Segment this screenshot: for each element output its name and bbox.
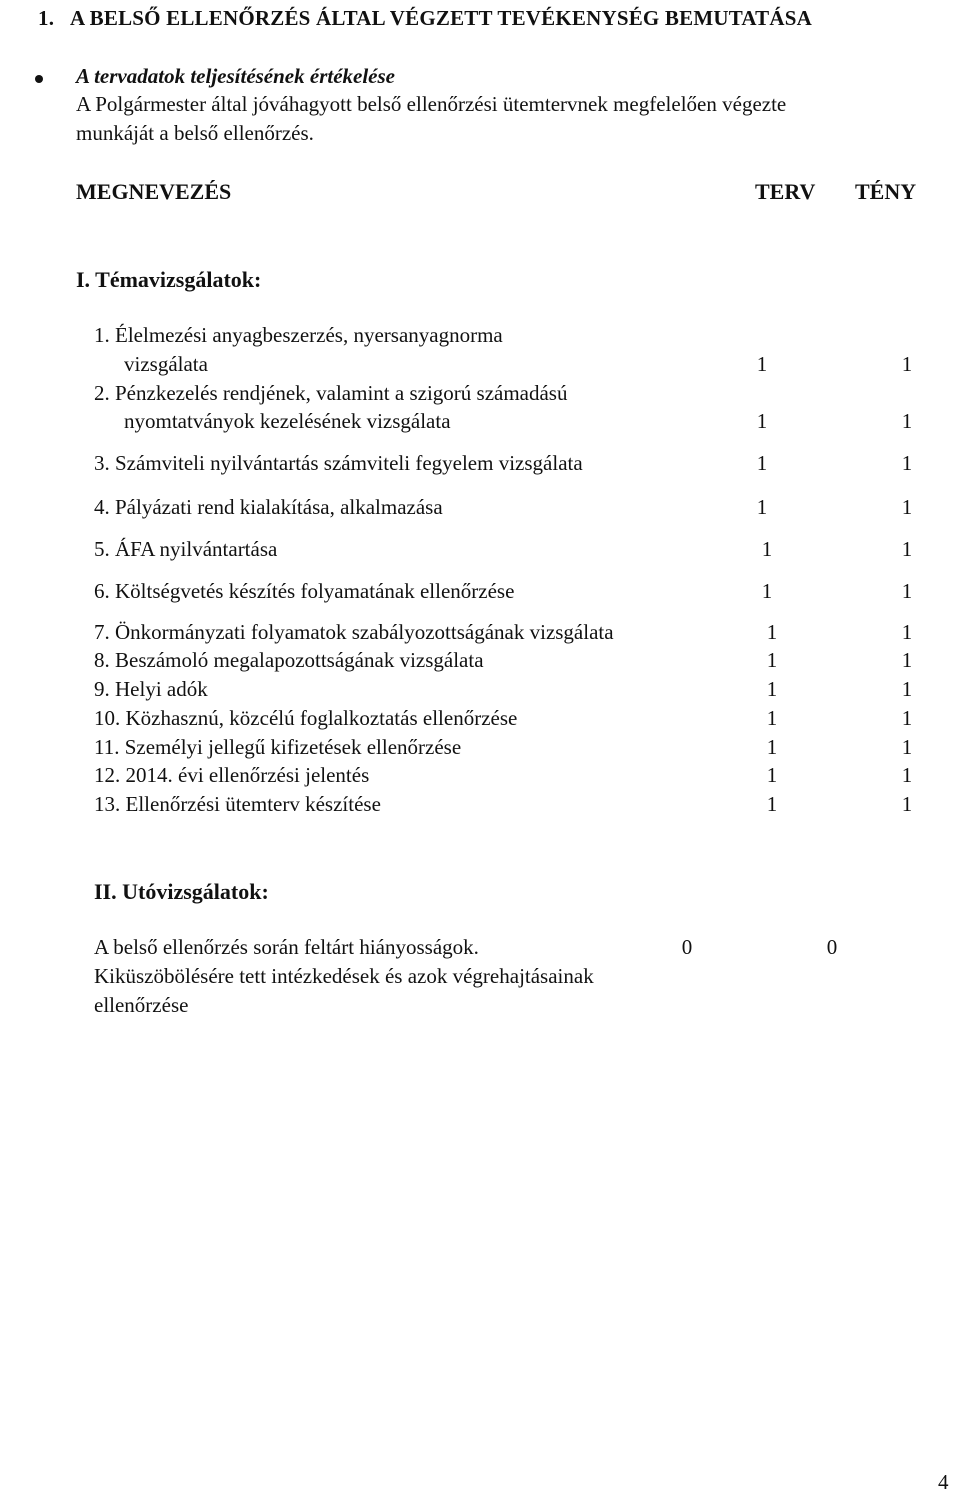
column-header-name: MEGNEVEZÉS <box>76 179 232 204</box>
list-item-line: 3. Számviteli nyilvántartás számviteli fegyelem vizsgálata <box>94 451 583 475</box>
plan-value: 1 <box>756 409 768 433</box>
section-1-title: I. Témavizsgálatok: <box>76 267 262 292</box>
list-item-line: nyomtatványok kezelésének vizsgálata <box>124 409 451 433</box>
actual-value: 1 <box>901 495 913 519</box>
actual-value: 1 <box>901 735 913 759</box>
list-item-line: 1. Élelmezési anyagbeszerzés, nyersanyagnorma <box>94 323 503 347</box>
plan-value: 1 <box>766 735 778 759</box>
chapter-number: 1. <box>38 6 55 30</box>
intro-paragraph-line-1: A Polgármester által jóváhagyott belső ellenőrzési ütemtervnek megfelelően végezte <box>76 92 787 116</box>
actual-value: 1 <box>901 792 913 816</box>
bullet-icon <box>35 75 43 83</box>
plan-value: 1 <box>756 495 768 519</box>
actual-value: 1 <box>901 579 913 603</box>
subsection-title: A tervadatok teljesítésének értékelése <box>76 64 395 88</box>
list-item-line: 10. Közhasznú, közcélú foglalkoztatás ellenőrzése <box>94 706 518 730</box>
plan-value: 0 <box>681 935 693 959</box>
plan-value: 1 <box>766 706 778 730</box>
actual-value: 1 <box>901 763 913 787</box>
actual-value: 1 <box>901 451 913 475</box>
actual-value: 1 <box>901 352 913 376</box>
plan-value: 1 <box>761 579 773 603</box>
plan-value: 1 <box>761 537 773 561</box>
actual-value: 1 <box>901 537 913 561</box>
plan-value: 1 <box>766 648 778 672</box>
list-item-line: 9. Helyi adók <box>94 677 208 701</box>
plan-value: 1 <box>766 763 778 787</box>
plan-value: 1 <box>756 451 768 475</box>
actual-value: 0 <box>826 935 838 959</box>
list-item-line: vizsgálata <box>124 352 208 376</box>
plan-value: 1 <box>756 352 768 376</box>
column-header-actual: TÉNY <box>855 179 917 204</box>
section-2-title: II. Utóvizsgálatok: <box>94 879 269 904</box>
list-item-line: 11. Személyi jellegű kifizetések ellenőrzése <box>94 735 462 759</box>
column-header-plan: TERV <box>755 179 816 204</box>
plan-value: 1 <box>766 677 778 701</box>
list-item-line: 6. Költségvetés készítés folyamatának ellenőrzése <box>94 579 515 603</box>
list-item-line: 7. Önkormányzati folyamatok szabályozottságának vizsgálata <box>94 620 614 644</box>
plan-value: 1 <box>766 792 778 816</box>
list-item-line: 13. Ellenőrzési ütemterv készítése <box>94 792 381 816</box>
actual-value: 1 <box>901 648 913 672</box>
list-item-line: 8. Beszámoló megalapozottságának vizsgálata <box>94 648 484 672</box>
list-item-line: 5. ÁFA nyilvántartása <box>94 537 278 561</box>
page-number: 4 <box>938 1470 949 1494</box>
list-item-line: 2. Pénzkezelés rendjének, valamint a szigorú számadású <box>94 381 568 405</box>
actual-value: 1 <box>901 677 913 701</box>
actual-value: 1 <box>901 409 913 433</box>
intro-paragraph-line-2: munkáját a belső ellenőrzés. <box>76 121 314 145</box>
actual-value: 1 <box>901 620 913 644</box>
list-item-line: 4. Pályázati rend kialakítása, alkalmazása <box>94 495 443 519</box>
chapter-title: A BELSŐ ELLENŐRZÉS ÁLTAL VÉGZETT TEVÉKENYSÉG BEMUTATÁSA <box>70 6 812 30</box>
plan-value: 1 <box>766 620 778 644</box>
section-2-line: Kiküszöbölésére tett intézkedések és azok végrehajtásainak <box>94 964 594 988</box>
section-2-line: ellenőrzése <box>94 993 189 1017</box>
list-item-line: 12. 2014. évi ellenőrzési jelentés <box>94 763 370 787</box>
actual-value: 1 <box>901 706 913 730</box>
section-2-line: A belső ellenőrzés során feltárt hiányosságok. <box>94 935 479 959</box>
